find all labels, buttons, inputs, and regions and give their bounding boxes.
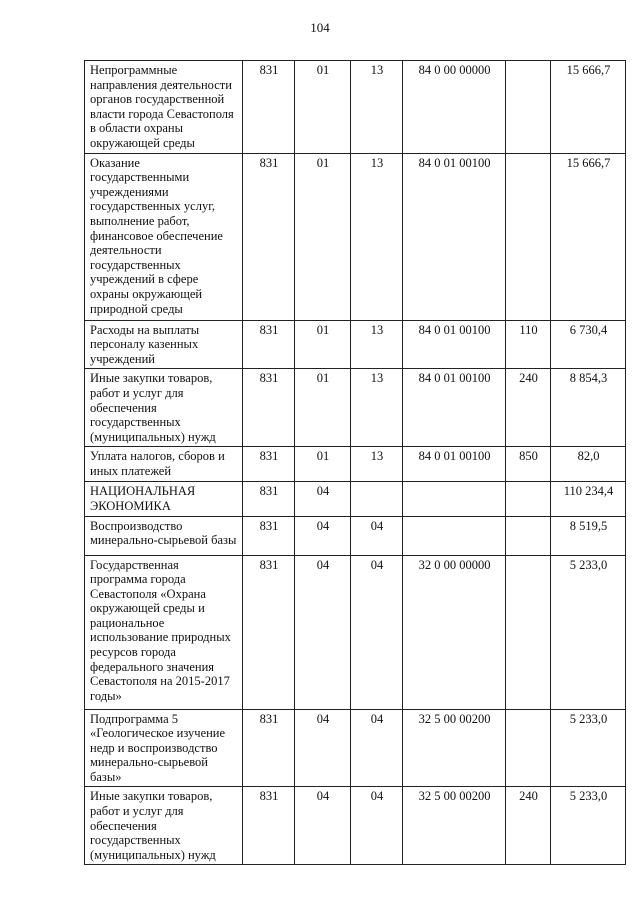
row-name: НАЦИОНАЛЬНАЯ ЭКОНОМИКА	[85, 482, 243, 516]
row-section: 01	[295, 61, 351, 154]
row-type: 110	[506, 320, 551, 369]
row-amount: 5 233,0	[551, 709, 626, 787]
row-subsection: 13	[351, 447, 403, 482]
row-ministry: 831	[243, 320, 295, 369]
row-type: 850	[506, 447, 551, 482]
row-ministry: 831	[243, 369, 295, 447]
row-ministry: 831	[243, 482, 295, 516]
row-section: 04	[295, 516, 351, 555]
row-ministry: 831	[243, 61, 295, 154]
row-ministry: 831	[243, 709, 295, 787]
row-name: Непрограммные направления деятельности органов государственной власти города Севастополя в области охраны окружающей среды	[85, 61, 243, 154]
row-section: 01	[295, 447, 351, 482]
table-row	[85, 320, 626, 369]
row-name: Иные закупки товаров, работ и услуг для обеспечения государственных (муниципальных) нужд	[85, 787, 243, 865]
row-ministry: 831	[243, 555, 295, 709]
table-row	[85, 369, 626, 447]
table-row	[85, 709, 626, 787]
row-amount: 82,0	[551, 447, 626, 482]
row-section: 01	[295, 369, 351, 447]
row-name: Иные закупки товаров, работ и услуг для обеспечения государственных (муниципальных) нужд	[85, 369, 243, 447]
row-target: 84 0 01 00100	[403, 320, 506, 369]
row-target: 84 0 01 00100	[403, 369, 506, 447]
row-subsection: 04	[351, 555, 403, 709]
row-section: 01	[295, 153, 351, 320]
row-type	[506, 555, 551, 709]
table-row	[85, 787, 626, 865]
row-target	[403, 516, 506, 555]
row-section: 04	[295, 555, 351, 709]
row-type	[506, 61, 551, 154]
row-subsection: 13	[351, 320, 403, 369]
table-row	[85, 516, 626, 555]
row-target: 32 5 00 00200	[403, 709, 506, 787]
row-name: Уплата налогов, сборов и иных платежей	[85, 447, 243, 482]
row-section: 01	[295, 320, 351, 369]
row-name: Подпрограмма 5 «Геологическое изучение недр и воспроизводство минерально-сырьевой базы»	[85, 709, 243, 787]
row-ministry: 831	[243, 516, 295, 555]
table-row	[85, 61, 626, 154]
row-amount: 110 234,4	[551, 482, 626, 516]
row-name: Государственная программа города Севастополя «Охрана окружающей среды и рациональное использование природных ресурсов города федерального значения Севастополя на 2015-2017 годы»	[85, 555, 243, 709]
row-name: Расходы на выплаты персоналу казенных учреждений	[85, 320, 243, 369]
row-amount: 5 233,0	[551, 555, 626, 709]
row-type: 240	[506, 369, 551, 447]
row-amount: 8 519,5	[551, 516, 626, 555]
row-amount: 15 666,7	[551, 61, 626, 154]
row-type	[506, 709, 551, 787]
row-subsection: 13	[351, 153, 403, 320]
row-target: 32 5 00 00200	[403, 787, 506, 865]
row-subsection	[351, 482, 403, 516]
row-ministry: 831	[243, 787, 295, 865]
row-name: Оказание государственными учреждениями государственных услуг, выполнение работ, финансовое обеспечение деятельности государственных учреждений в сфере охраны окружающей природной среды	[85, 153, 243, 320]
table-row	[85, 447, 626, 482]
row-amount: 5 233,0	[551, 787, 626, 865]
row-target	[403, 482, 506, 516]
row-name: Воспроизводство минерально-сырьевой базы	[85, 516, 243, 555]
row-type	[506, 482, 551, 516]
row-section: 04	[295, 482, 351, 516]
row-target: 32 0 00 00000	[403, 555, 506, 709]
row-type: 240	[506, 787, 551, 865]
row-section: 04	[295, 787, 351, 865]
row-amount: 6 730,4	[551, 320, 626, 369]
row-target: 84 0 00 00000	[403, 61, 506, 154]
row-subsection: 13	[351, 369, 403, 447]
row-subsection: 13	[351, 61, 403, 154]
row-subsection: 04	[351, 516, 403, 555]
table-row	[85, 555, 626, 709]
row-target: 84 0 01 00100	[403, 447, 506, 482]
page-number: 104	[310, 20, 330, 35]
row-amount: 15 666,7	[551, 153, 626, 320]
table-row	[85, 153, 626, 320]
row-type	[506, 153, 551, 320]
row-type	[506, 516, 551, 555]
row-target: 84 0 01 00100	[403, 153, 506, 320]
row-subsection: 04	[351, 709, 403, 787]
row-section: 04	[295, 709, 351, 787]
table-row	[85, 482, 626, 516]
row-ministry: 831	[243, 153, 295, 320]
budget-table	[84, 60, 626, 865]
row-subsection: 04	[351, 787, 403, 865]
row-ministry: 831	[243, 447, 295, 482]
row-amount: 8 854,3	[551, 369, 626, 447]
